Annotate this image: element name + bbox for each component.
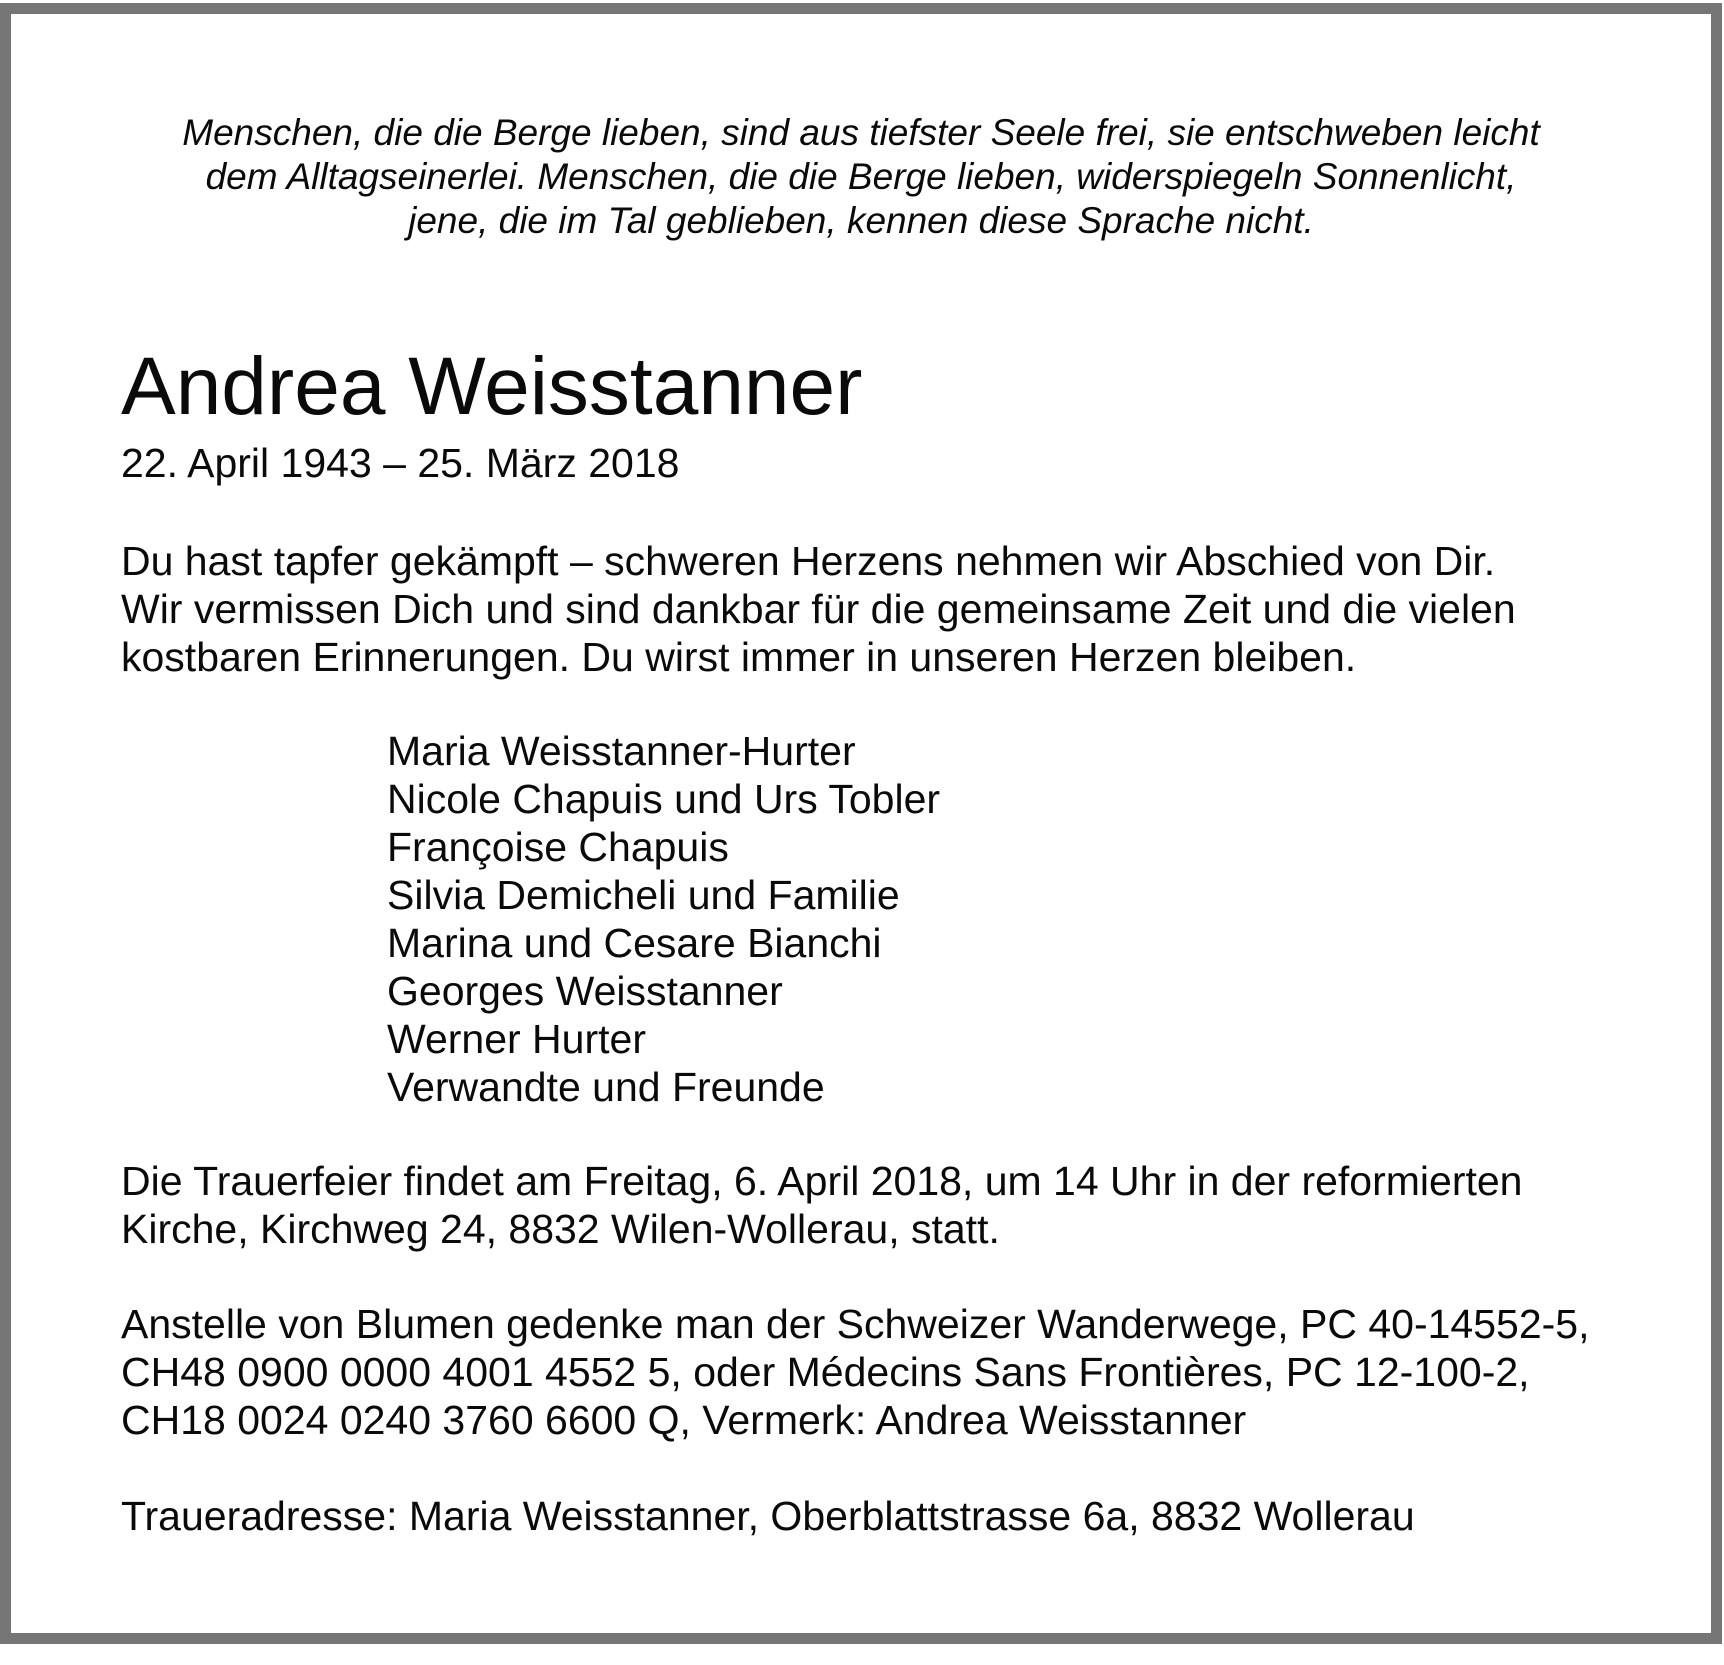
mourner-name: Maria Weisstanner-Hurter <box>387 728 856 774</box>
deceased-name: Andrea Weisstanner <box>121 341 863 432</box>
epigraph-line: dem Alltagseinerlei. Menschen, die die Berge lieben, widerspiegeln Sonnenlicht, <box>205 156 1517 197</box>
service-line: Die Trauerfeier findet am Freitag, 6. April 2018, um 14 Uhr in der reformierten <box>121 1158 1523 1204</box>
mourner-name: Silvia Demicheli und Familie <box>387 872 900 918</box>
funeral-service-paragraph <box>121 1157 1611 1253</box>
mourner-name: Marina und Cesare Bianchi <box>387 920 882 966</box>
mourners-list <box>121 727 1611 1111</box>
life-dates: 22. April 1943 – 25. März 2018 <box>121 440 680 486</box>
farewell-paragraph <box>121 537 1611 681</box>
donations-paragraph <box>121 1300 1611 1444</box>
mourner-name: Verwandte und Freunde <box>387 1064 825 1110</box>
obituary-notice-frame <box>0 3 1722 1644</box>
epigraph-line: Menschen, die die Berge lieben, sind aus tiefster Seele frei, sie entschweben leicht <box>182 112 1540 153</box>
mourner-name: Nicole Chapuis und Urs Tobler <box>387 776 941 822</box>
farewell-line: Du hast tapfer gekämpft – schweren Herzens nehmen wir Abschied von Dir. <box>121 538 1496 584</box>
mourner-name: Werner Hurter <box>387 1016 646 1062</box>
epigraph-verse <box>111 111 1611 243</box>
mourning-address: Traueradresse: Maria Weisstanner, Oberblattstrasse 6a, 8832 Wollerau <box>121 1493 1415 1539</box>
mourner-name: Françoise Chapuis <box>387 824 729 870</box>
donations-line: Anstelle von Blumen gedenke man der Schweizer Wanderwege, PC 40-14552-5, <box>121 1301 1590 1347</box>
epigraph-line: jene, die im Tal geblieben, kennen diese Sprache nicht. <box>408 200 1314 241</box>
farewell-line: kostbaren Erinnerungen. Du wirst immer in unseren Herzen bleiben. <box>121 634 1357 680</box>
donations-line: CH48 0900 0000 4001 4552 5, oder Médecins Sans Frontières, PC 12-100-2, <box>121 1349 1530 1395</box>
service-line: Kirche, Kirchweg 24, 8832 Wilen-Wollerau, statt. <box>121 1206 1000 1252</box>
donations-line: CH18 0024 0240 3760 6600 Q, Vermerk: Andrea Weisstanner <box>121 1397 1247 1443</box>
mourner-name: Georges Weisstanner <box>387 968 783 1014</box>
farewell-line: Wir vermissen Dich und sind dankbar für die gemeinsame Zeit und die vielen <box>121 586 1516 632</box>
